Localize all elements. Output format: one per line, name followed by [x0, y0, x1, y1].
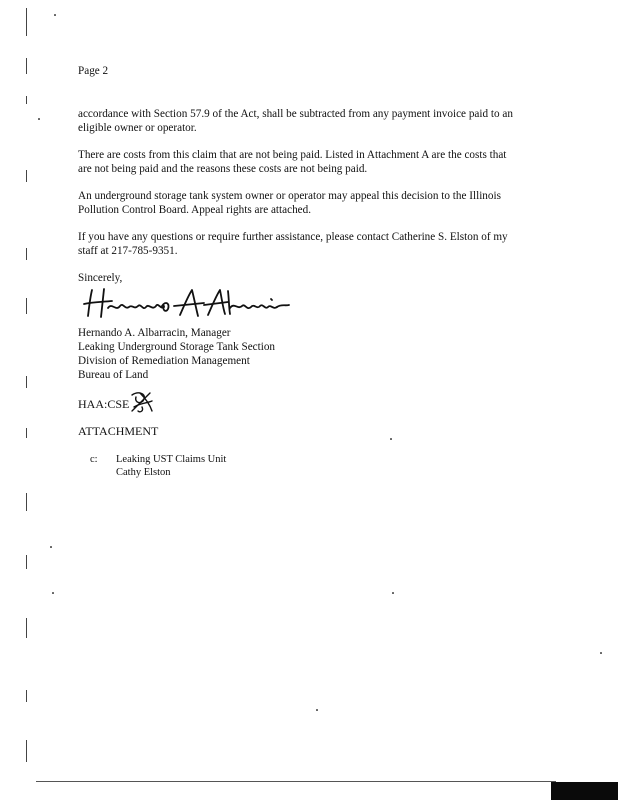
scan-speck — [54, 14, 56, 16]
scan-bottom-rule — [36, 781, 556, 782]
scan-speck — [600, 652, 602, 654]
paragraph-2-line-1: There are costs from this claim that are not being paid. Listed in Attachment A are the costs that — [78, 149, 507, 161]
scan-edge-mark — [26, 740, 27, 762]
paragraph-1-line-1: accordance with Section 57.9 of the Act, shall be subtracted from any payment invoice paid to an — [78, 108, 513, 120]
scan-edge-mark — [26, 376, 27, 388]
page-header: Page 2 — [78, 65, 109, 77]
paragraph-3-line-1: An underground storage tank system owner or operator may appeal this decision to the Illinois — [78, 190, 501, 202]
closing: Sincerely, — [78, 272, 123, 284]
paragraph-4-line-2: staff at 217-785-9351. — [78, 245, 178, 257]
handwritten-initials-scribble — [128, 389, 156, 415]
scan-edge-mark — [26, 58, 27, 74]
cc-label: c: — [90, 454, 98, 465]
handwritten-signature — [82, 286, 292, 320]
scan-bottom-corner-block — [551, 782, 618, 800]
scan-edge-mark — [26, 298, 27, 314]
signer-name-title: Hernando A. Albarracin, Manager — [78, 327, 231, 339]
paragraph-1-line-2: eligible owner or operator. — [78, 122, 197, 134]
signer-division: Division of Remediation Management — [78, 355, 250, 367]
scan-edge-mark — [26, 618, 27, 638]
paragraph-3-line-2: Pollution Control Board. Appeal rights are attached. — [78, 204, 312, 216]
paragraph-4-line-1: If you have any questions or require further assistance, please contact Catherine S. Elston of my — [78, 231, 508, 243]
paragraph-2-line-2: are not being paid and the reasons these costs are not being paid. — [78, 163, 368, 175]
scan-edge-mark — [26, 248, 27, 260]
scan-edge-mark — [26, 170, 27, 182]
cc-recipient-1: Leaking UST Claims Unit — [116, 454, 227, 465]
scan-speck — [392, 592, 394, 594]
scan-speck — [390, 438, 392, 440]
scan-edge-mark — [26, 690, 27, 702]
scan-speck — [38, 118, 40, 120]
scan-edge-mark — [26, 493, 27, 511]
scan-speck — [316, 709, 318, 711]
scan-edge-mark — [26, 428, 27, 438]
initials: HAA:CSE — [78, 397, 130, 411]
scan-speck — [52, 592, 54, 594]
signer-section: Leaking Underground Storage Tank Section — [78, 341, 276, 353]
attachment-label: ATTACHMENT — [78, 424, 159, 438]
cc-recipient-2: Cathy Elston — [116, 467, 171, 478]
scan-speck — [50, 546, 52, 548]
scan-edge-mark — [26, 8, 27, 36]
scan-edge-mark — [26, 96, 27, 104]
scan-edge-mark — [26, 555, 27, 569]
signer-bureau: Bureau of Land — [78, 369, 149, 381]
